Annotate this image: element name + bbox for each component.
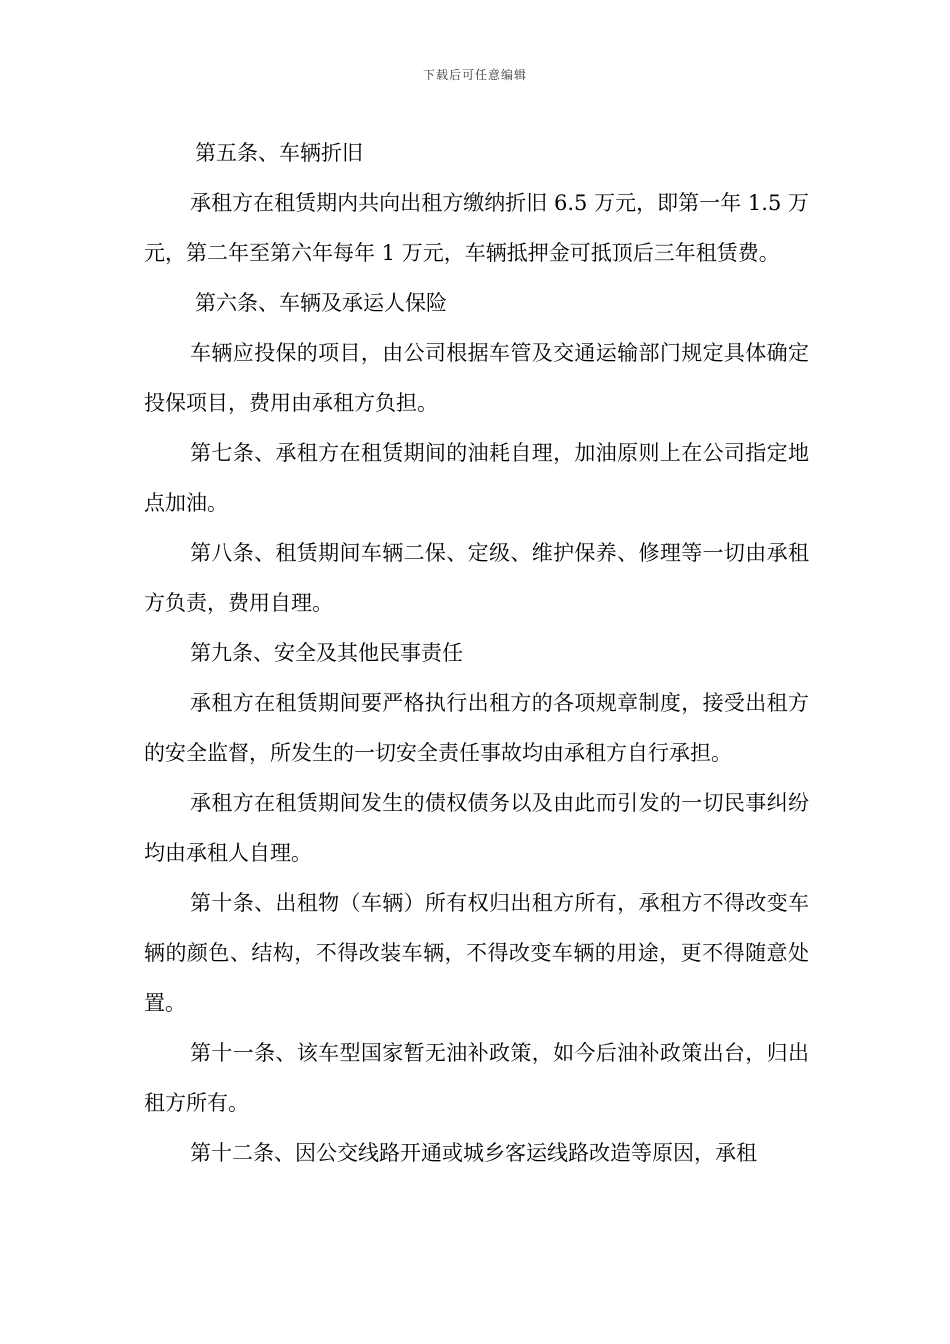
article-5-body: 承租方在租赁期内共向出租方缴纳折旧 6.5 万元，即第一年 1.5 万元，第二年至第六年每年 1 万元，车辆抵押金可抵顶后三年租赁费。 bbox=[144, 191, 809, 265]
article-9-heading: 第九条、安全及其他民事责任 bbox=[190, 641, 463, 665]
page-header: 下载后可任意编辑 bbox=[422, 68, 527, 82]
article-5-heading: 第五条、车辆折旧 bbox=[195, 141, 363, 165]
article-8: 第八条、租赁期间车辆二保、定级、维护保养、修理等一切由承租方负责，费用自理。 bbox=[144, 541, 809, 615]
document-body bbox=[144, 128, 809, 1178]
article-6-body: 车辆应投保的项目，由公司根据车管及交通运输部门规定具体确定投保项目，费用由承租方负担。 bbox=[144, 341, 809, 415]
article-11: 第十一条、该车型国家暂无油补政策，如今后油补政策出台，归出租方所有。 bbox=[144, 1041, 809, 1115]
article-7: 第七条、承租方在租赁期间的油耗自理，加油原则上在公司指定地点加油。 bbox=[144, 441, 809, 515]
article-10: 第十条、出租物（车辆）所有权归出租方所有，承租方不得改变车辆的颜色、结构，不得改装车辆，不得改变车辆的用途，更不得随意处置。 bbox=[144, 891, 809, 1015]
article-12: 第十二条、因公交线路开通或城乡客运线路改造等原因，承租 bbox=[190, 1141, 757, 1165]
article-9-body-2: 承租方在租赁期间发生的债权债务以及由此而引发的一切民事纠纷均由承租人自理。 bbox=[144, 791, 809, 865]
article-9-body-1: 承租方在租赁期间要严格执行出租方的各项规章制度，接受出租方的安全监督，所发生的一切安全责任事故均由承租方自行承担。 bbox=[144, 691, 809, 765]
article-6-heading: 第六条、车辆及承运人保险 bbox=[195, 291, 447, 315]
